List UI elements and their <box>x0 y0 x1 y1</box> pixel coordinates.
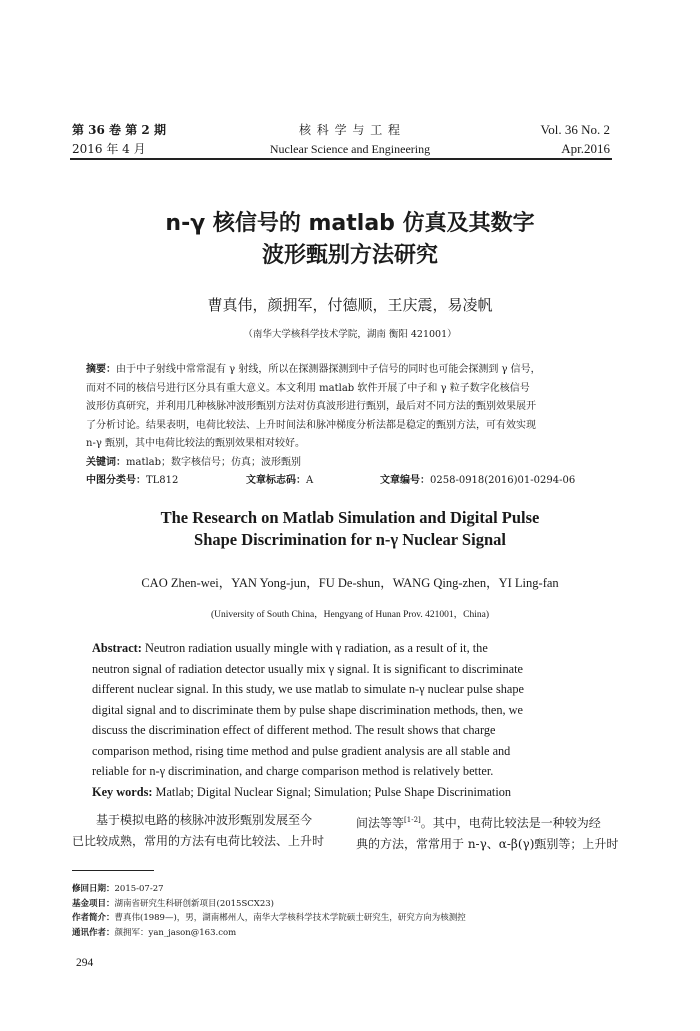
abstract-en-line: Neutron radiation usually mingle with γ radiation, as a result of it, the <box>144 641 488 655</box>
abstract-en-line: neutron signal of radiation detector usually mix γ signal. It is significant to discriminate <box>92 661 523 676</box>
title-cn-line2: 波形甄别方法研究 <box>261 243 438 268</box>
body-left-line: 已比较成熟，常用的方法有电荷比较法、上升时 <box>72 834 325 848</box>
footnote-label: 修回日期： <box>72 884 115 894</box>
header-journal-en: Nuclear Science and Engineering <box>269 142 431 156</box>
affiliation-en: (University of South China，Hengyang of Hunan Prov. 421001，China) <box>210 610 490 620</box>
keywords-en-label: Key words: <box>92 784 153 799</box>
abstract-cn-line: 而对不同的核信号进行区分具有重大意义。本文利用 matlab 软件开展了中子和 γ 粒子数字化核信号 <box>86 382 530 394</box>
footnote-label: 基金项目： <box>72 898 115 909</box>
citation-ref: [1-2] <box>404 816 421 824</box>
clc-label: 中图分类号： <box>86 475 146 486</box>
abstract-cn-line: 由于中子射线中常常混有 γ 射线，所以在探测器探测到中子信号的同时也可能会探测到 γ 信号， <box>116 364 541 375</box>
body-right-text: 间法等等 <box>356 816 405 830</box>
abstract-cn-line: n-γ 甄别，其中电荷比较法的甄别效果相对较好。 <box>86 438 305 449</box>
body-column-right <box>356 810 626 855</box>
authors-en: CAO Zhen-wei，YAN Yong-jun，FU De-shun，WANG Qing-zhen，YI Ling-fan <box>141 576 559 590</box>
abstract-en <box>92 638 613 802</box>
keywords-en: Matlab; Digital Nuclear Signal; Simulation; Pulse Shape Discrinimation <box>155 784 512 799</box>
header-volume-en: Vol. 36 No. 2 <box>540 122 610 137</box>
footnote-text: 湖南省研究生科研创新项目(2015SCX23) <box>114 898 274 909</box>
page-number: 294 <box>76 957 94 969</box>
header-rule <box>70 158 612 160</box>
body-right-text: 。其中，电荷比较法是一种较为经 <box>420 816 601 830</box>
abstract-cn-label: 摘要： <box>86 364 116 375</box>
keywords-cn: matlab；数字核信号；仿真；波形甄别 <box>126 456 302 468</box>
footnote-text: 曹真伟(1989—)，男，湖南郴州人，南华大学核科学技术学院硕士研究生，研究方向为核测控 <box>114 913 466 923</box>
header-volume-cn: 第 36 卷 第 2 期 <box>72 123 166 137</box>
doc-code-label: 文章标志码： <box>246 475 306 486</box>
body-column-left <box>72 810 342 852</box>
footnote-label: 通讯作者： <box>72 927 115 938</box>
abstract-en-line: different nuclear signal. In this study, we use matlab to simulate n-γ nuclear pulse shape <box>92 682 524 696</box>
title-cn-line1: n-γ 核信号的 matlab 仿真及其数字 <box>165 211 535 236</box>
footnote-item <box>72 897 632 912</box>
abstract-en-line: digital signal and to discriminate them by pulse shape discrimination methods, then, we <box>92 702 523 717</box>
keywords-cn-label: 关键词： <box>86 456 126 468</box>
affiliation-cn: （南华大学核科学技术学院，湖南 衡阳 421001） <box>243 329 457 340</box>
title-en-line1: The Research on Matlab Simulation and Digital Pulse <box>160 508 540 527</box>
article-number <box>380 472 575 491</box>
footnotes <box>72 882 632 940</box>
abstract-en-line: reliable for n-γ discrimination, and charge comparison method is relatively better. <box>92 764 494 778</box>
doc-code-value: A <box>306 475 314 486</box>
body-right-line: 典的方法，常常用于 n-γ、α-β(γ)甄别等；上升时 <box>356 837 619 851</box>
footnote-rule <box>72 870 154 871</box>
authors-cn: 曹真伟，颜拥军，付德顺，王庆震，易凌帆 <box>207 296 493 314</box>
header-date-en: Apr.2016 <box>561 141 610 156</box>
footnote-item <box>72 882 632 897</box>
abstract-cn-line: 了分析讨论。结果表明，电荷比较法、上升时间法和脉冲梯度分析法都是稳定的甄别方法，可有效实现 <box>86 419 536 431</box>
clc-value: TL812 <box>146 475 179 486</box>
abstract-cn <box>86 361 626 472</box>
abstract-en-line: comparison method, rising time method and pulse gradient analysis are all stable and <box>92 743 511 758</box>
abstract-en-line: discuss the discrimination effect of different method. The result shows that charge <box>92 723 496 737</box>
header-journal-cn: 核 科 学 与 工 程 <box>298 123 402 137</box>
body-left-line: 基于模拟电路的核脉冲波形甄别发展至今 <box>96 813 313 827</box>
clc-number <box>86 472 178 491</box>
footnote-text: 颜拥军：yan_jason@163.com <box>114 927 237 938</box>
article-number-label: 文章编号： <box>380 475 430 486</box>
abstract-cn-line: 波形仿真研究，并利用几种核脉冲波形甄别方法对仿真波形进行甄别，最后对不同方法的甄别效果展开 <box>86 401 536 412</box>
abstract-en-label: Abstract: <box>92 641 142 655</box>
header-date-cn: 2016 年 4 月 <box>72 142 146 156</box>
footnote-item <box>72 911 632 926</box>
footnote-text: 2015-07-27 <box>114 884 164 894</box>
article-number-value: 0258-0918(2016)01-0294-06 <box>430 475 576 486</box>
footnote-item <box>72 926 632 941</box>
doc-code <box>246 472 313 491</box>
title-en-line2: Shape Discrimination for n-γ Nuclear Signal <box>194 530 506 549</box>
footnote-label: 作者简介： <box>72 913 115 923</box>
